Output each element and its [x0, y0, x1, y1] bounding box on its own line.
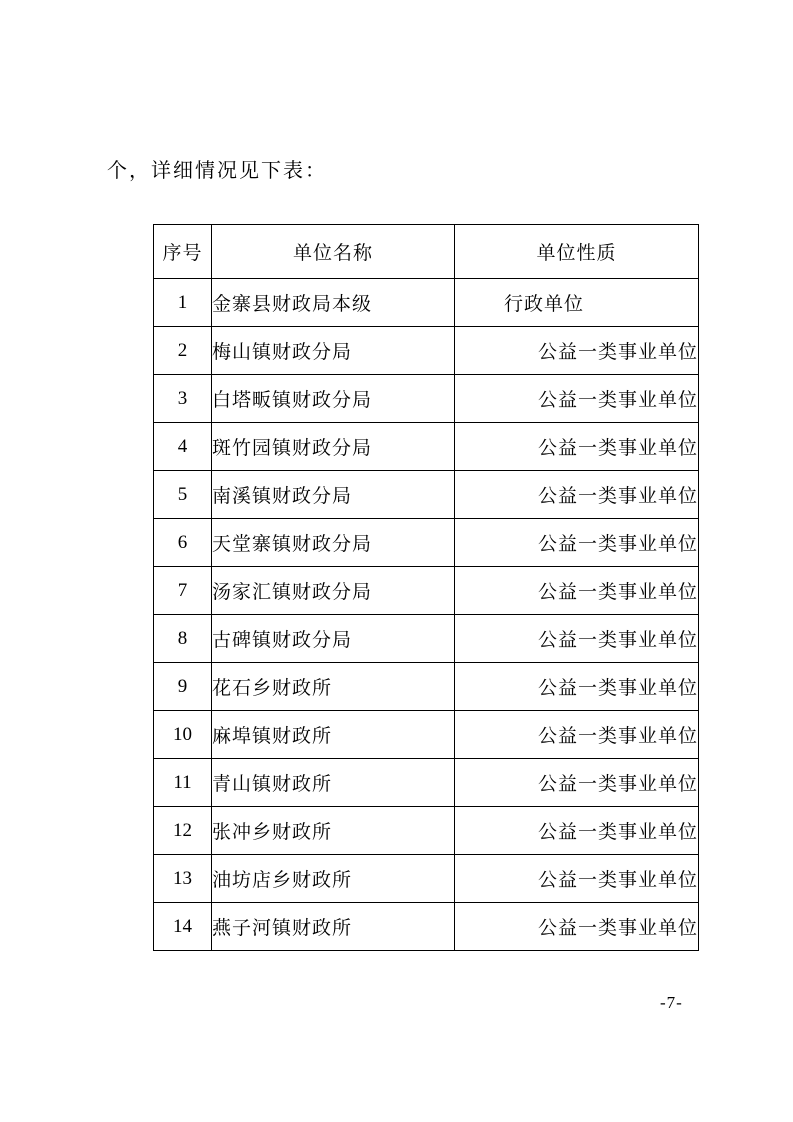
table-row	[154, 903, 699, 951]
table-row	[154, 519, 699, 567]
row-unit-name: 金寨县财政局本级	[212, 279, 455, 327]
row-unit-name: 燕子河镇财政所	[212, 903, 455, 951]
row-unit-name: 张冲乡财政所	[212, 807, 455, 855]
row-seq: 1	[154, 279, 212, 327]
table-header-row	[154, 225, 699, 279]
header-seq: 序号	[154, 225, 212, 279]
row-seq: 9	[154, 663, 212, 711]
row-unit-name: 花石乡财政所	[212, 663, 455, 711]
row-unit-name: 斑竹园镇财政分局	[212, 423, 455, 471]
row-seq: 14	[154, 903, 212, 951]
row-seq: 2	[154, 327, 212, 375]
table-row	[154, 663, 699, 711]
row-seq: 11	[154, 759, 212, 807]
row-seq: 6	[154, 519, 212, 567]
table-row	[154, 615, 699, 663]
table-row	[154, 855, 699, 903]
row-seq: 7	[154, 567, 212, 615]
row-unit-type: 公益一类事业单位	[455, 807, 699, 855]
header-type: 单位性质	[455, 225, 699, 279]
row-unit-type: 公益一类事业单位	[455, 471, 699, 519]
row-unit-type: 公益一类事业单位	[455, 759, 699, 807]
row-seq: 5	[154, 471, 212, 519]
row-unit-name: 白塔畈镇财政分局	[212, 375, 455, 423]
row-seq: 13	[154, 855, 212, 903]
row-seq: 12	[154, 807, 212, 855]
row-seq: 8	[154, 615, 212, 663]
row-unit-name: 南溪镇财政分局	[212, 471, 455, 519]
page-number: -7-	[660, 993, 683, 1012]
table-row	[154, 423, 699, 471]
table-row	[154, 471, 699, 519]
row-unit-type: 公益一类事业单位	[455, 375, 699, 423]
row-unit-type: 公益一类事业单位	[455, 663, 699, 711]
table-row	[154, 759, 699, 807]
row-unit-type: 行政单位	[455, 279, 699, 327]
row-unit-type: 公益一类事业单位	[455, 903, 699, 951]
row-unit-type: 公益一类事业单位	[455, 519, 699, 567]
table-row	[154, 279, 699, 327]
row-unit-name: 青山镇财政所	[212, 759, 455, 807]
row-unit-type: 公益一类事业单位	[455, 855, 699, 903]
table-row	[154, 711, 699, 759]
header-name: 单位名称	[212, 225, 455, 279]
units-table	[153, 224, 699, 951]
row-seq: 10	[154, 711, 212, 759]
row-unit-type: 公益一类事业单位	[455, 615, 699, 663]
row-unit-name: 古碑镇财政分局	[212, 615, 455, 663]
intro-text: 个，详细情况见下表：	[107, 158, 327, 182]
table-row	[154, 375, 699, 423]
row-seq: 4	[154, 423, 212, 471]
row-unit-name: 油坊店乡财政所	[212, 855, 455, 903]
row-unit-name: 梅山镇财政分局	[212, 327, 455, 375]
row-unit-name: 天堂寨镇财政分局	[212, 519, 455, 567]
row-unit-name: 麻埠镇财政所	[212, 711, 455, 759]
row-seq: 3	[154, 375, 212, 423]
row-unit-type: 公益一类事业单位	[455, 711, 699, 759]
row-unit-type: 公益一类事业单位	[455, 567, 699, 615]
row-unit-type: 公益一类事业单位	[455, 327, 699, 375]
row-unit-type: 公益一类事业单位	[455, 423, 699, 471]
table-row	[154, 807, 699, 855]
table-row	[154, 327, 699, 375]
table-row	[154, 567, 699, 615]
row-unit-name: 汤家汇镇财政分局	[212, 567, 455, 615]
